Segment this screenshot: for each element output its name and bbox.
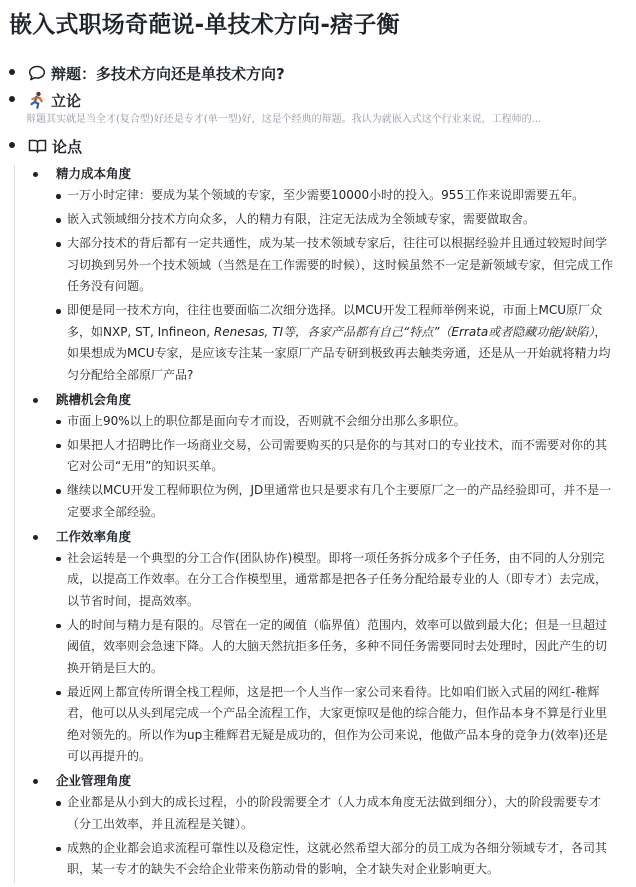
item-text: 如果把人才招聘比作一场商业交易，公司需要购买的只是你的与其对口的专业技术，而不需要对你的其它对公司“无用”的知识买单。: [67, 437, 608, 473]
list-item[interactable]: [56, 480, 616, 523]
arguments-label: 论点: [52, 137, 83, 156]
bullet: [56, 194, 61, 199]
item-text: Renesas, TI等，各家产品都有自己“特点”（Errata或者隐藏功能/缺陷）: [213, 324, 595, 339]
item-text: 成熟的企业都会追求流程可靠性以及稳定性，这就必然希望大部分的员工成为各细分领域专才，各司其职，某一专才的缺失不会给企业带来伤筋动骨的影响，全才缺失对企业影响更大。: [67, 840, 608, 876]
person-running-icon: [28, 91, 46, 109]
section-title: 跳槽机会角度: [56, 391, 132, 407]
list-item[interactable]: [56, 838, 616, 881]
list-item[interactable]: [56, 682, 616, 768]
item-text: ，如果想成为MCU专家，是应该专注某一家原厂产品专研到极致再去触类旁通，还是从一开始就将精力均匀分配给全部原厂产品?: [67, 324, 611, 382]
bullet: [56, 801, 61, 806]
bullet: [33, 172, 38, 177]
topic-label: 辩题：多技术方向还是单技术方向?: [51, 64, 285, 83]
item-text: 嵌入式领域细分技术方向众多，人的精力有限，注定无法成为全领域专家，需要做取舍。: [67, 212, 536, 226]
bullet: [9, 69, 15, 75]
bullet: [56, 420, 61, 425]
item-text: 大部分技术的背后都有一定共通性，成为某一技术领域专家后，往往可以根据经验并且通过较短时间学习切换到另外一个技术领域（当然是在工作需要的时候），这时候虽然不一定是新领域专家，但完成工作任务没有问题。: [67, 236, 614, 293]
outline-node-position[interactable]: [0, 87, 636, 133]
bullet: [9, 96, 15, 102]
list-item[interactable]: [56, 792, 616, 835]
bullet: [56, 242, 61, 247]
outline-node-arguments[interactable]: [0, 133, 636, 881]
item-text: 即便是同一技术方向，往往也要面临二次细分选择。以MCU开发工程师举例来说，市面上MCU原厂众多，如NXP, ST, Infineon,: [67, 303, 603, 339]
position-summary: 辩题其实就是当全才(复合型)好还是专才(单一型)好，这是个经典的辩题。我认为就嵌入式这个行业来说，工程师的...: [26, 114, 542, 125]
position-label: 立论: [51, 91, 82, 110]
bullet: [56, 847, 61, 852]
bullet: [56, 691, 61, 696]
argument-section[interactable]: [27, 163, 636, 386]
item-text: 社会运转是一个典型的分工合作(团队协作)模型。即将一项任务拆分成多个子任务，由不同的人分别完成，以提高工作效率。在分工合作模型里，通常都是把各子任务分配给最专业的人（即专才）去完成，以节省时间，提高效率。: [67, 550, 608, 608]
list-item[interactable]: [56, 615, 616, 680]
bullet: [9, 142, 15, 148]
bullet: [33, 779, 38, 784]
section-title: 工作效率角度: [56, 528, 132, 544]
bullet: [56, 309, 61, 314]
list-item[interactable]: [56, 435, 616, 478]
speech-bubble-icon: [28, 65, 46, 81]
list-item[interactable]: [56, 185, 616, 207]
outline: [0, 60, 636, 883]
list-item[interactable]: [56, 300, 616, 386]
bullet: [56, 489, 61, 494]
item-text: 市面上90%以上的职位都是面向专才而设，否则就不会细分出那么多职位。: [67, 413, 466, 428]
list-item[interactable]: [56, 548, 616, 613]
section-title: 企业管理角度: [56, 773, 132, 788]
list-item[interactable]: [56, 209, 616, 231]
bullet: [56, 557, 61, 562]
list-item[interactable]: [56, 233, 616, 298]
bullet: [56, 444, 61, 449]
argument-sections: [28, 163, 636, 881]
item-text: 人的时间与精力是有限的。尽管在一定的阈值（临界值）范围内，效率可以做到最大化；但是一旦超过阈值，效率则会急速下降。人的大脑天然抗拒多任务，多种不同任务需要同时去处理时，因此产生的切换开销是巨大的。: [67, 617, 608, 675]
item-text: 最近网上都宣传所谓全栈工程师，这是把一个人当作一家公司来看待。比如咱们嵌入式届的网红-稚辉君，他可以从头到尾完成一个产品全流程工作，大家更惊叹是他的综合能力，但作品本身不算是行业里绝对领先的。所以作为up主稚辉君无疑是成功的，但作为公司来说，他做产品本身的竞争力(效率)还是可以再提升的。: [67, 684, 608, 763]
bullet: [56, 624, 61, 629]
bullet: [33, 398, 38, 403]
open-book-icon: [28, 138, 47, 154]
section-title: 精力成本角度: [56, 166, 132, 181]
argument-section[interactable]: [27, 770, 636, 881]
item-text: 企业都是从小到大的成长过程，小的阶段需要全才（人力成本角度无法做到细分），大的阶段需要专才（分工出效率，并且流程是关键）。: [67, 795, 602, 831]
item-text: 一万小时定律：要成为某个领域的专家，至少需要10000小时的投入。955工作来说即需要五年。: [67, 188, 585, 202]
list-item[interactable]: [56, 411, 616, 433]
argument-section[interactable]: [27, 526, 636, 768]
bullet: [33, 535, 38, 540]
argument-section[interactable]: [27, 389, 636, 524]
outline-node-topic[interactable]: [0, 60, 636, 86]
item-text: 继续以MCU开发工程师职位为例，JD里通常也只是要求有几个主要原厂之一的产品经验即可，并不是一定要求全部经验。: [67, 483, 612, 519]
bullet: [56, 218, 61, 223]
page-title: 嵌入式职场奇葩说-单技术方向-痞子衡: [9, 12, 400, 38]
